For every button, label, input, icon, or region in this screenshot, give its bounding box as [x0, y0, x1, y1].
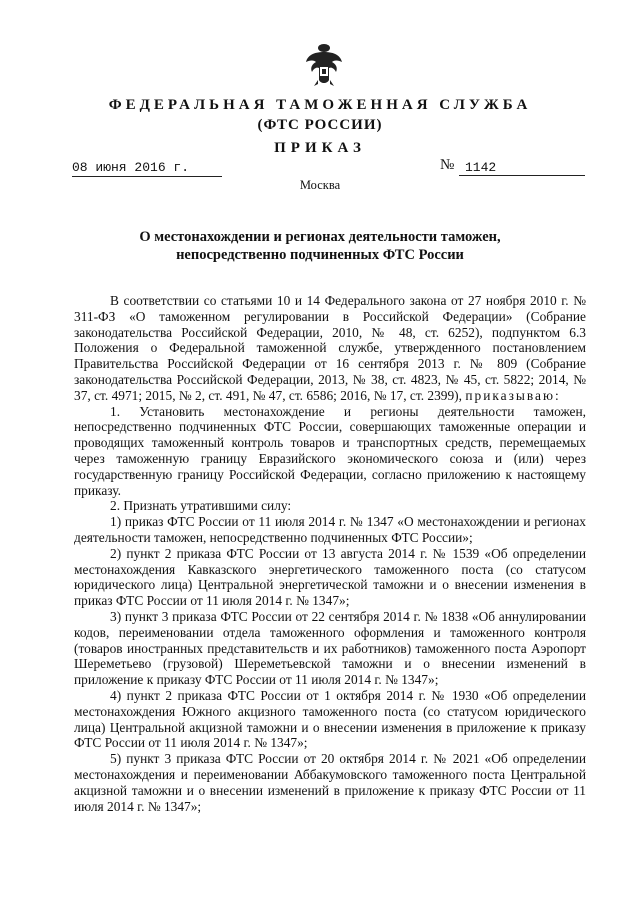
preamble-text: В соответствии со статьями 10 и 14 Федерального закона от 27 ноября 2010 г. № 311-ФЗ «О таможенном регулировании в Российской Федерации» (Собрание законодательства Российской Федерации, 2010, № 48, ст. 6252), подпунктом 6.3 Положения о Федеральной таможенной службе, утвержденного постановлением Правительства Российской Федерации от 16 сентября 2013 г. № 809 (Собрание законодательства Российской Федерации, 2013, № 38, ст. 4823, № 45, ст. 5822; 2014, № 37, ст. 4971; 2015, № 2, ст. 491, № 47, ст. 6586; 2016, № 17, ст. 2399), [74, 293, 586, 403]
document-type: ПРИКАЗ [274, 140, 366, 156]
title-line: непосредственно подчиненных ФТС России [176, 247, 464, 263]
preamble-paragraph [74, 293, 586, 404]
paragraph: 4) пункт 2 приказа ФТС России от 1 октября 2014 г. № 1930 «Об определении местонахождения Южного акцизного таможенного поста (со статусом юридического лица) Центральной акцизной таможни и о внесении изменения в приложение к приказу ФТС России от 11 июля 2014 г. № 1347»; [74, 687, 586, 751]
paragraph: 5) пункт 3 приказа ФТС России от 20 октября 2014 г. № 2021 «Об определении местонахождения и переименовании Аббакумовского таможенного поста Центральной акцизной таможни и о внесении изменений в приложение к приказу ФТС России от 11 июля 2014 г. № 1347»; [74, 751, 586, 814]
city: Москва [299, 178, 341, 192]
document-title [60, 228, 580, 264]
paragraph: 1) приказ ФТС России от 11 июля 2014 г. № 1347 «О местонахождении и регионах деятельности таможен, непосредственно подчиненных ФТС России»; [74, 514, 586, 545]
document-body [74, 293, 586, 814]
number-label: № [440, 157, 455, 173]
paragraph: 2. Признать утратившими силу: [110, 498, 292, 514]
organization-short-name: (ФТС РОССИИ) [257, 117, 383, 133]
order-word: приказываю: [465, 387, 561, 403]
title-line: О местонахождении и регионах деятельности таможен, [139, 229, 501, 245]
document-date: 08 июня 2016 г. [72, 160, 222, 177]
document-number: 1142 [459, 160, 585, 176]
organization-name: ФЕДЕРАЛЬНАЯ ТАМОЖЕННАЯ СЛУЖБА [108, 97, 532, 113]
paragraph: 3) пункт 3 приказа ФТС России от 22 сентября 2014 г. № 1838 «Об аннулировании кодов, переименовании отдела таможенного оформления и таможенного контроля (товаров иностранных представительств и их работников) таможенного поста Аэропорт Шереметьево (грузовой) Шереметьевской таможни и о внесении изменений в приложение к приказу ФТС России от 11 июля 2014 г. № 1347»; [74, 608, 586, 688]
paragraph: 2) пункт 2 приказа ФТС России от 13 августа 2014 г. № 1539 «Об определении местонахождения Кавказского энергетического таможенного поста (со статусом юридического лица) Центральной энергетической таможни и о внесении изменения в приказ ФТС России от 11 июля 2014 г. № 1347»; [74, 545, 586, 609]
coat-of-arms-emblem [304, 40, 344, 88]
paragraph: 1. Установить местонахождение и регионы деятельности таможен, непосредственно подчиненных ФТС России, совершающих таможенные операции и проводящих таможенный контроль товаров и транспортных средств, перемещаемых через таможенную границу Евразийского экономического союза и (или) через государственную границу Российской Федерации, согласно приложению к настоящему приказу. [74, 403, 586, 498]
